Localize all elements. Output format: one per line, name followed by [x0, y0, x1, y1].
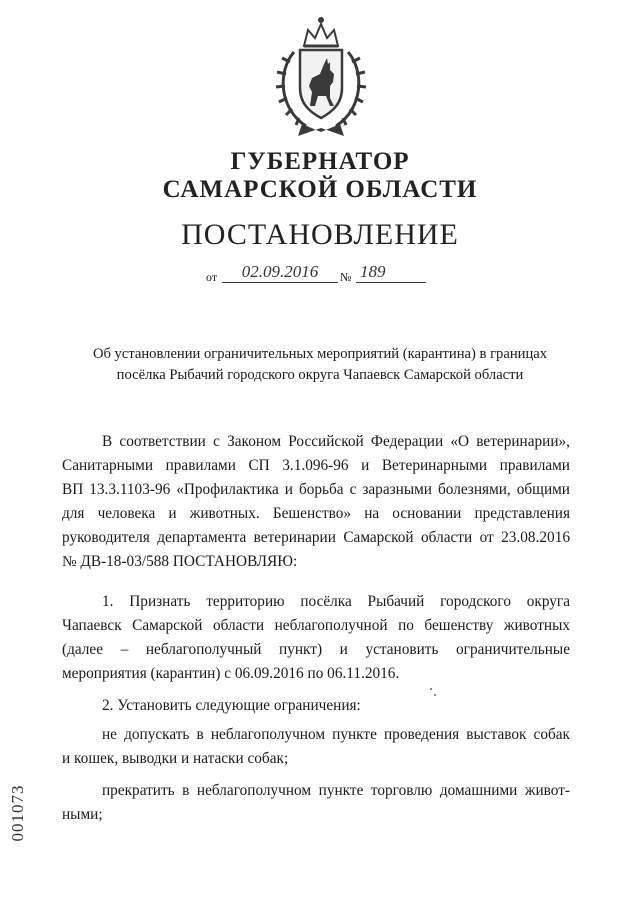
text-line: 1. Признать территорию посёлка Рыбачий городского округа: [102, 593, 570, 610]
text-line: мероприятия (карантин) с 06.09.2016 по 06.11.2016.: [62, 665, 400, 682]
samara-coat-of-arms-icon: [268, 12, 374, 140]
text-line: (далее – неблагополучный пункт) и установить ограничительные: [62, 641, 570, 658]
text-line: не допускать в неблагополучном пункте проведения выставок собак: [102, 726, 570, 743]
decree-number: 189: [356, 262, 426, 283]
text-line: В соответствии с Законом Российской Федерации «О ветеринарии»,: [102, 433, 570, 450]
text-line: ными;: [62, 806, 103, 823]
scan-speck: [430, 688, 432, 690]
text-line: и кошек, выводки и натаски собак;: [62, 750, 289, 767]
preamble-paragraph: [62, 430, 570, 574]
document-type-title: ПОСТАНОВЛЕНИЕ: [181, 218, 459, 251]
decree-date: 02.09.2016: [222, 262, 338, 283]
text-line: Чапаевск Самарской области неблагополучной по бешенству животных: [62, 617, 570, 634]
decree-subject: [0, 344, 640, 386]
scan-speck: [434, 694, 436, 696]
text-line: прекратить в неблагополучном пункте торговлю домашними живот-: [102, 782, 570, 799]
text-line: ВП 13.3.1103-96 «Профилактика и борьба с заразными болезнями, общими: [62, 481, 570, 498]
text-line: руководителя департамента ветеринарии Самарской области от 23.08.2016: [62, 529, 570, 546]
text-line: для человека и животных. Бешенство» на основании представления: [62, 505, 570, 522]
date-number-line: [206, 262, 436, 286]
text-line: 2. Установить следующие ограничения:: [102, 697, 361, 714]
issuer-region: САМАРСКОЙ ОБЛАСТИ: [162, 176, 478, 203]
date-from-label: от: [206, 270, 218, 284]
clause-2-paragraph: [62, 694, 570, 718]
restriction-1-paragraph: [62, 723, 570, 771]
issuer-title: ГУБЕРНАТОР: [230, 148, 410, 175]
restriction-2-paragraph: [62, 779, 570, 827]
number-label: №: [340, 270, 352, 284]
subject-line: посёлка Рыбачий городского округа Чапаевск Самарской области: [116, 367, 524, 383]
text-line: Санитарными правилами СП 3.1.096-96 и Ветеринарными правилами: [62, 457, 570, 474]
text-line: № ДВ-18-03/588 ПОСТАНОВЛЯЮ:: [62, 553, 298, 570]
side-registration-number: [6, 768, 30, 858]
clause-1-paragraph: [62, 590, 570, 686]
subject-line: Об установлении ограничительных мероприятий (карантина) в границах: [92, 346, 548, 362]
side-number-text: 001073: [8, 784, 27, 842]
